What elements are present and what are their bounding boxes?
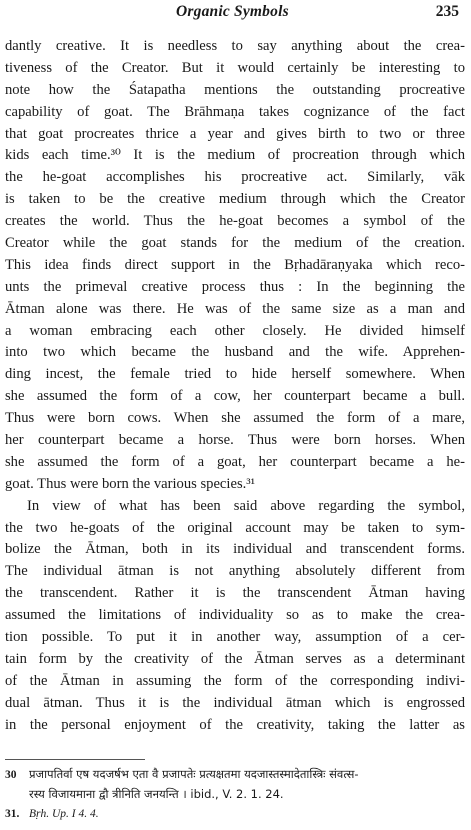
text-line: her counterpart became a horse. Thus were born horses. When	[5, 432, 465, 449]
text-line: This idea finds direct support in the Bṛhadāraṇyaka which reco-	[5, 256, 465, 273]
text-line: of the Ātman in assuming the form of the corresponding indivi-	[5, 672, 465, 689]
text-line: dantly creative. It is needless to say anything about the crea-	[5, 38, 465, 54]
text-line: Creator while the goat stands for the medium of the creation.	[5, 235, 465, 252]
footnote-number: 31.	[5, 808, 20, 820]
text-line: note how the Śatapatha mentions the outstanding procreative	[5, 81, 465, 98]
text-line: into two which became the husband and the wife. Apprehen-	[5, 344, 465, 361]
page-number: 235	[435, 3, 459, 20]
text-line: bolize the Ātman, both in its individual and transcendent forms.	[5, 541, 465, 558]
paragraph-start-line: In view of what has been said above regarding the symbol,	[27, 497, 465, 514]
text-line: dual ātman. Thus it is the individual ātman which is engrossed	[5, 694, 465, 711]
text-line: is taken to be the creative medium through which the Creator	[5, 191, 465, 208]
footnote-text: प्रजापतिर्वा एष यदजर्षभ एता वै प्रजापतेः प्रत्यक्षतमा यदजास्तस्मादेतास्त्रिः संवत्स-	[29, 767, 359, 781]
text-line: she assumed the form of a cow, her counterpart became a bull.	[5, 388, 465, 405]
text-line: Ātman alone was there. He was of the same size as a man and	[5, 300, 465, 317]
text-line: the he-goat accomplishes his procreative act. Similarly, vāk	[5, 169, 465, 186]
text-line: a woman embracing each other closely. He divided himself	[5, 322, 465, 339]
footnote-number: 30	[5, 769, 17, 781]
text-line: kids each time.³⁰ It is the medium of procreation through which	[5, 147, 465, 164]
text-line: ding incest, the female tried to hide herself somewhere. When	[5, 366, 465, 383]
text-line: in the personal enjoyment of the creativity, taking the latter as	[5, 716, 465, 733]
text-line: unts the primeval creative process thus : In the beginning the	[5, 278, 465, 295]
footnote-30	[5, 764, 465, 784]
footnote-divider	[5, 759, 145, 760]
footnote-text: Bṛh. Up. I 4. 4.	[29, 808, 99, 820]
text-line: the transcendent. Rather it is the transcendent Ātman having	[5, 585, 465, 602]
text-line: that goat procreates thrice a year and gives birth to two or three	[5, 125, 465, 142]
body-text	[5, 36, 465, 737]
page-header	[0, 3, 471, 23]
text-line: assumed the limitations of individuality so as to make the crea-	[5, 607, 465, 624]
footnotes	[5, 764, 465, 824]
text-line: tain form by the creativity of the Ātman serves as a determinant	[5, 650, 465, 667]
text-line: the two he-goats of the original account may be taken to sym-	[5, 519, 465, 536]
footnote-31	[5, 804, 465, 824]
footnote-continuation	[5, 784, 465, 804]
paragraph-end-line: goat. Thus were born the various species.³¹	[5, 475, 256, 492]
text-line: she assumed the form of a goat, her counterpart became a he-	[5, 453, 465, 470]
text-line: tion possible. To put it in another way, assumption of a cer-	[5, 629, 465, 646]
footnote-text-continued: रस्य विजायमाना द्वौ त्रीनिति जनयन्ति । ibid., V. 2. 1. 24.	[29, 787, 284, 801]
text-line: creates the world. Thus the he-goat becomes a symbol of the	[5, 213, 465, 230]
text-line: The individual ātman is not anything absolutely different from	[5, 563, 465, 580]
running-title: Organic Symbols	[176, 3, 289, 20]
text-line: capability of goat. The Brāhmaṇa takes cognizance of the fact	[5, 103, 465, 120]
text-line: tiveness of the Creator. But it would certainly be interesting to	[5, 59, 465, 76]
text-line: Thus were born cows. When she assumed the form of a mare,	[5, 410, 465, 427]
